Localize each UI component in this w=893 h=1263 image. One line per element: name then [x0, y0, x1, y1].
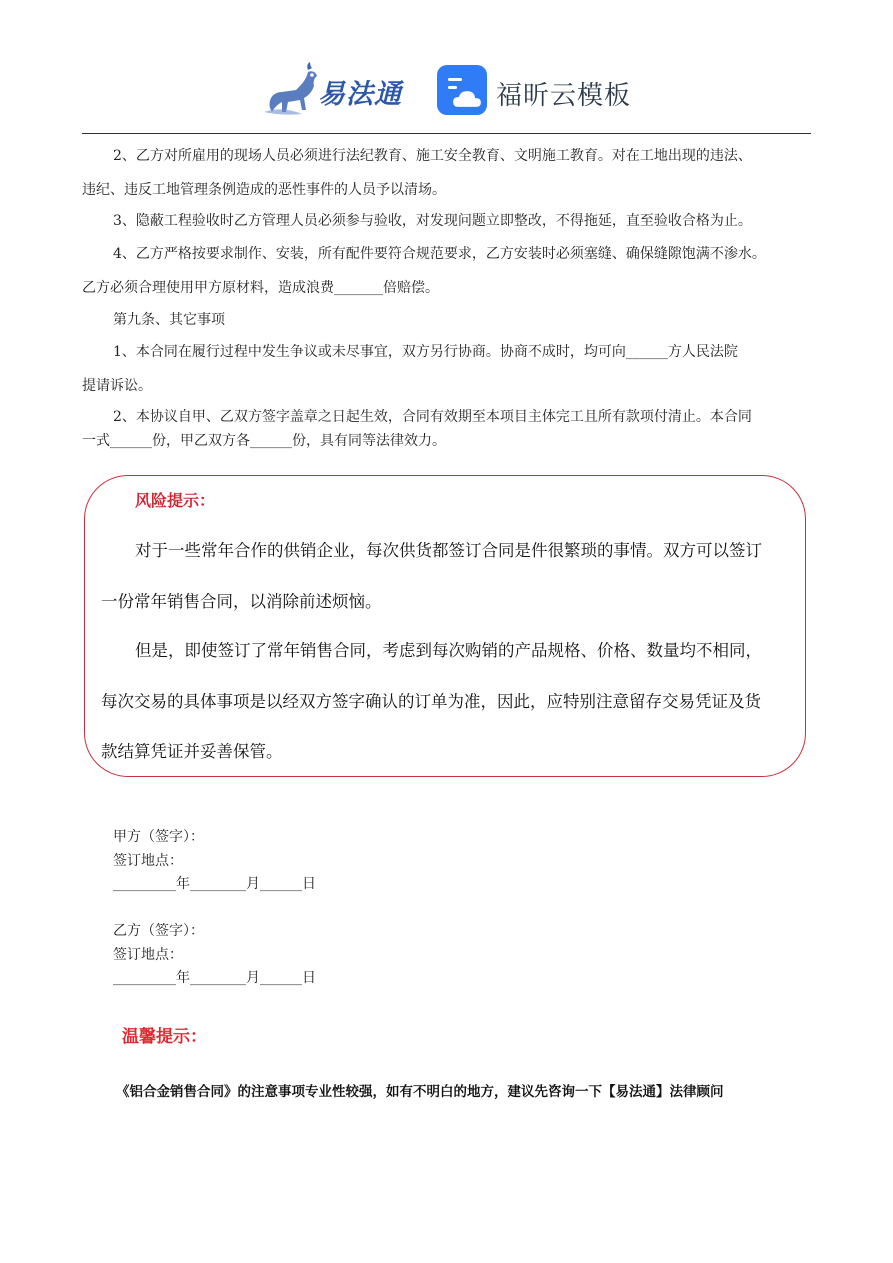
party-a-signature: 甲方（签字）： [113, 829, 204, 845]
clause-9-2-line-1: 2、本协议自甲、乙双方签字盖章之日起生效，合同有效期至本项目主体完工且所有款项付清止。本合同 [113, 409, 752, 425]
clause-8-4-line-1: 4、乙方严格按要求制作、安装，所有配件要符合规范要求，乙方安装时必须塞缝、确保缝隙饱满不渗水。 [113, 246, 766, 262]
qilin-icon [262, 62, 324, 118]
party-b-sign-place: 签订地点： [113, 947, 183, 963]
page-header [0, 58, 893, 124]
clause-8-2-line-1: 2、乙方对所雇用的现场人员必须进行法纪教育、施工安全教育、文明施工教育。对在工地出现的违法、 [113, 148, 752, 164]
risk-notice-title: 风险提示： [135, 491, 216, 510]
foxit-template-logo [436, 64, 636, 120]
clause-8-4-line-2: 乙方必须合理使用甲方原材料，造成浪费_______倍赔偿。 [82, 280, 439, 296]
yifatong-logo [262, 62, 412, 118]
clause-9-2-line-2: 一式______份，甲乙双方各______份，具有同等法律效力。 [82, 433, 446, 449]
warm-tip-body: 《铝合金销售合同》的注意事项专业性较强，如有不明白的地方，建议先咨询一下【易法通】法律顾问 [116, 1084, 724, 1100]
party-a-sign-place: 签订地点： [113, 853, 183, 869]
risk-notice-line-3: 但是，即使签订了常年销售合同，考虑到每次购销的产品规格、价格、数量均不相同， [135, 641, 762, 660]
party-b-signature: 乙方（签字）： [113, 923, 204, 939]
risk-notice-line-1: 对于一些常年合作的供销企业，每次供货都签订合同是件很繁琐的事情。双方可以签订 [135, 541, 762, 560]
clause-9-1-line-2: 提请诉讼。 [82, 378, 152, 394]
risk-notice-line-2: 一份常年销售合同，以消除前述烦恼。 [101, 592, 382, 611]
header-divider [82, 133, 811, 134]
article-9-heading: 第九条、其它事项 [113, 312, 225, 328]
yifatong-logo-text: 易法通 [318, 79, 402, 110]
party-b-sign-date: _________年________月______日 [113, 970, 316, 986]
warm-tip-title: 温馨提示： [122, 1027, 207, 1047]
party-a-sign-date: _________年________月______日 [113, 876, 316, 892]
clause-8-2-line-2: 违纪、违反工地管理条例造成的恶性事件的人员予以清场。 [82, 182, 446, 198]
risk-notice-line-4: 每次交易的具体事项是以经双方签字确认的订单为准，因此，应特别注意留存交易凭证及货 [101, 692, 761, 711]
clause-8-3: 3、隐蔽工程验收时乙方管理人员必须参与验收，对发现问题立即整改，不得拖延，直至验收合格为止。 [113, 213, 752, 229]
clause-9-1-line-1: 1、本合同在履行过程中发生争议或未尽事宜，双方另行协商。协商不成时，均可向______方人民法院 [113, 344, 738, 360]
cloud-document-icon [436, 64, 488, 116]
risk-notice-box [84, 475, 806, 777]
foxit-template-logo-text: 福昕云模板 [496, 81, 632, 111]
risk-notice-line-5: 款结算凭证并妥善保管。 [101, 742, 283, 761]
